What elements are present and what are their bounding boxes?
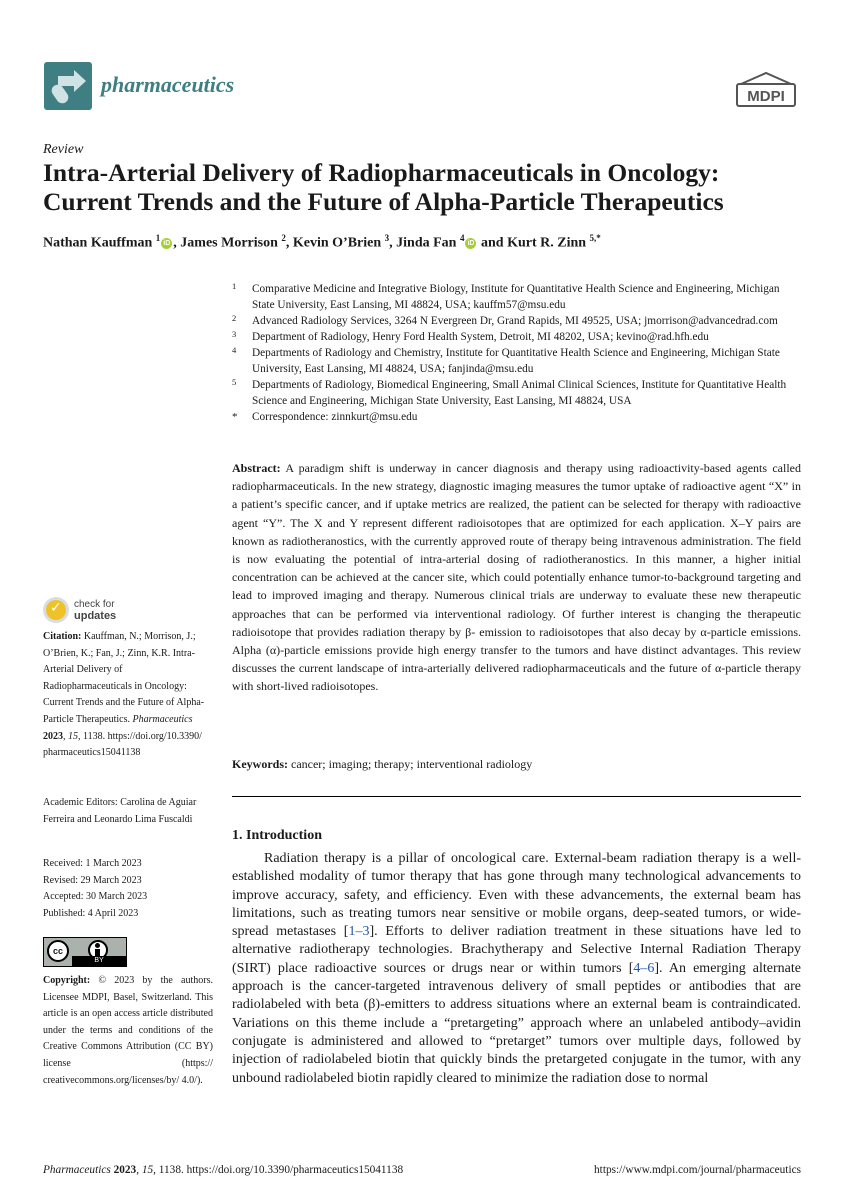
mdpi-logo-text: MDPI: [747, 88, 785, 105]
affiliation-text: Departments of Radiology and Chemistry, Institute for Quantitative Health Science and Engineering, Michigan State University, East Lansing, MI 48824, USA; fanjinda@msu.edu: [252, 347, 780, 375]
affiliation-mark: 4: [232, 345, 237, 355]
footer-doi[interactable]: , 1138. https://doi.org/10.3390/pharmaceutics15041138: [153, 1164, 404, 1176]
affiliation-item: [232, 281, 804, 313]
copyright-text: © 2023 by the authors. Licensee MDPI, Basel, Switzerland. This article is an open access article distributed under the terms and conditions of the Creative Commons Attribution (CC BY) license (https:// creativecommons.org/licenses/by/ 4.0/).: [43, 975, 213, 1086]
footer-year: 2023: [113, 1164, 137, 1176]
citation-volume: 15: [68, 730, 78, 742]
citation-text: Kauffman, N.; Morrison, J.; O’Brien, K.; Fan, J.; Zinn, K.R. Intra-Arterial Delivery of Radiopharmaceuticals in Oncology: Current Trends and the Future of Alpha-Particle Therapeutics.: [43, 631, 205, 725]
keywords: [232, 757, 532, 772]
intro-paragraph: [232, 850, 801, 1088]
footer-journal: Pharmaceutics: [43, 1164, 111, 1176]
intro-text-3: ]. An emerging alternate approach is the cancer-targeted intravenous delivery of small peptides or antibodies that are radiolabeled with beta (β)-emitters to address situations where an external beam is contraindicated. Variations on this theme include a “pretargeting” approach where an unlabeled antibody–avidin conjugate is administered and allowed to “pretarget” tumors over multiple days, followed by injection of radiolabeled biotin that quickly binds the pretargeted conjugate in the tumor, with any unbound radiolabeled biotin rapidly cleared to minimize the radiation dose to normal: [232, 960, 801, 1086]
affiliation-text: Departments of Radiology, Biomedical Engineering, Small Animal Clinical Sciences, Institute for Quantitative Health Science and Engineering, Michigan State University, East Lansing, MI 48824, USA: [252, 379, 787, 407]
author-name: Kevin O’Brien: [292, 235, 382, 251]
author-affiliation-mark: 3: [384, 233, 390, 243]
author-name: Jinda Fan: [396, 235, 457, 251]
affiliation-text: Correspondence: zinnkurt@msu.edu: [252, 411, 418, 423]
published-date: Published: 4 April 2023: [43, 907, 139, 919]
check-for-updates-button[interactable]: [43, 597, 163, 627]
intro-text-1: Radiation therapy is a pillar of oncological care. External-beam radiation therapy is a well-established modality of tumor therapy that has gone through many technological advancements to improve accuracy, safety, and efficiency. Even with these advancements, the external beam has limitations, such as treating tumors near sensitive or mobile organs, deep-seated tumors, or wide-spread metastases [: [232, 851, 801, 940]
copyright-label: Copyright:: [43, 975, 91, 986]
copyright-block: [43, 973, 213, 1089]
affiliation-text: Department of Radiology, Henry Ford Health System, Detroit, MI 48202, USA; kevino@rad.hfh.edu: [252, 331, 709, 343]
orcid-icon[interactable]: iD: [467, 239, 475, 247]
affiliation-mark: 2: [232, 313, 237, 323]
affiliation-mark: 3: [232, 329, 237, 339]
academic-editors: Academic Editors: Carolina de Aguiar Ferreira and Leonardo Lima Fuscaldi: [43, 797, 197, 825]
keywords-text: cancer; imaging; therapy; interventional radiology: [291, 757, 533, 771]
footer-volume: 15: [141, 1164, 154, 1176]
abstract-label: Abstract:: [232, 461, 281, 475]
citation-label: Citation:: [43, 631, 82, 642]
check-updates-icon: [43, 597, 69, 623]
cc-by-license-badge[interactable]: [43, 937, 127, 967]
received-date: Received: 1 March 2023: [43, 858, 142, 869]
article-title: Intra-Arterial Delivery of Radiopharmaceuticals in Oncology: Current Trends and the Future of Alpha-Particle Therapeutics: [43, 158, 724, 216]
author-name: Nathan Kauffman: [43, 235, 153, 251]
journal-logo: [44, 62, 92, 110]
mdpi-logo: [735, 70, 797, 110]
affiliation-text: Advanced Radiology Services, 3264 N Evergreen Dr, Grand Rapids, MI 49525, USA; jmorrison@advancedrad.com: [252, 315, 778, 327]
citation-link[interactable]: 4–6: [633, 960, 655, 976]
abstract-text: A paradigm shift is underway in cancer diagnosis and therapy using radioactivity-based agents called radiopharmaceuticals. In the new strategy, diagnostic imaging measures the tumor uptake of radioactive agent “X” in a patient’s specific cancer, and if uptake metrics are realized, the patient can be selected for therapy with radioactive agent “Y”. The X and Y represent different radioisotopes that are optimized for each application. X–Y pairs are known as radiotheranostics, with the currently approved route of therapy being intravenous administration. The field is now evaluating the potential of intra-arterial dosing of radiotheranostics. In this manner, a higher initial concentration can be achieved at the cancer site, which could potentially enhance tumor-to-background targeting and lead to improved imaging and therapy. Numerous clinical trials are underway to evaluate these new therapeutic approaches that can be performed via interventional radiology. Of further interest is changing the therapeutic radioisotope that provides radiation therapy by β- emission to radioisotopes that also decay by α-particle emissions. Alpha (α)-particle emissions provide high energy transfer to the tumors and have distinct advantages. This review discusses the current landscape of intra-arterially delivered radiopharmaceuticals and the future of α-particle therapy with short-lived radioisotopes.: [232, 461, 801, 694]
keywords-label: Keywords:: [232, 757, 288, 771]
orcid-icon[interactable]: iD: [163, 239, 171, 247]
citation-year: 2023: [43, 730, 63, 742]
pill-arrow-icon: [44, 62, 92, 110]
article-type: Review: [43, 142, 84, 157]
affiliation-item: [232, 329, 804, 345]
affiliation-list: [232, 281, 804, 425]
author-name: James Morrison: [180, 235, 278, 251]
affiliation-text: Comparative Medicine and Integrative Biology, Institute for Quantitative Health Science and Engineering, Michigan State University, East Lansing, MI 48824, USA; kauffm57@msu.edu: [252, 283, 780, 311]
author-affiliation-mark: 4: [459, 233, 465, 243]
affiliation-item: [232, 313, 804, 329]
publication-dates: [43, 856, 213, 922]
check-updates-line1: check for: [74, 599, 115, 610]
citation-journal: Pharmaceutics: [132, 713, 193, 725]
section-divider: [232, 796, 801, 797]
citation-link[interactable]: 1–3: [348, 924, 370, 940]
author-list: Nathan Kauffman $^1$iD , James Morrison $^2$, Kevin O’Brien $^3$, Jinda Fan $^4$iD and Kurt R. Zinn $^{5,*}$: [43, 233, 601, 251]
author-affiliation-mark: 2: [281, 233, 286, 243]
by-label: BY: [72, 956, 126, 966]
intro-text-2: ]. Efforts to deliver radiation treatment in these situations have led to alternative radiotherapy technologies. Brachytherapy and Selective Internal Radiation Therapy (SIRT) place radioactive sources or drugs near or within tumors [: [232, 924, 801, 976]
affiliation-item: [232, 409, 804, 425]
citation-block: Citation: Kauffman, N.; Morrison, J.; O’Brien, K.; Fan, J.; Zinn, K.R. Intra-Arterial Delivery of Radiopharmaceuticals in Oncology: Current Trends and the Future of Alpha-Particle Therapeutics. Pharmaceutics 2023, 15, 1138. https://doi.org/10.3390/ pharmaceutics15041138: [43, 631, 205, 759]
author-affiliation-mark: 1: [155, 233, 161, 243]
footer-citation: Pharmaceutics 2023, 15, 1138. https://doi.org/10.3390/pharmaceutics15041138: [43, 1164, 404, 1176]
cc-icon: cc: [47, 940, 69, 962]
author-affiliation-mark: 5,*: [589, 233, 601, 243]
affiliation-item: [232, 345, 804, 377]
affiliation-mark: *: [232, 411, 238, 423]
footer-journal-url[interactable]: https://www.mdpi.com/journal/pharmaceutics: [594, 1164, 801, 1176]
affiliation-mark: 5: [232, 377, 237, 387]
check-updates-line2: updates: [74, 610, 117, 622]
affiliation-mark: 1: [232, 281, 237, 291]
revised-date: Revised: 29 March 2023: [43, 874, 142, 886]
abstract: [232, 459, 801, 696]
accepted-date: Accepted: 30 March 2023: [43, 891, 148, 903]
author-name: Kurt R. Zinn: [507, 235, 587, 251]
journal-name: pharmaceutics: [101, 72, 235, 97]
affiliation-item: [232, 377, 804, 409]
citation-doi[interactable]: , 1138. https://doi.org/10.3390/ pharmaceutics15041138: [43, 730, 202, 759]
section-heading: 1. Introduction: [232, 828, 322, 843]
